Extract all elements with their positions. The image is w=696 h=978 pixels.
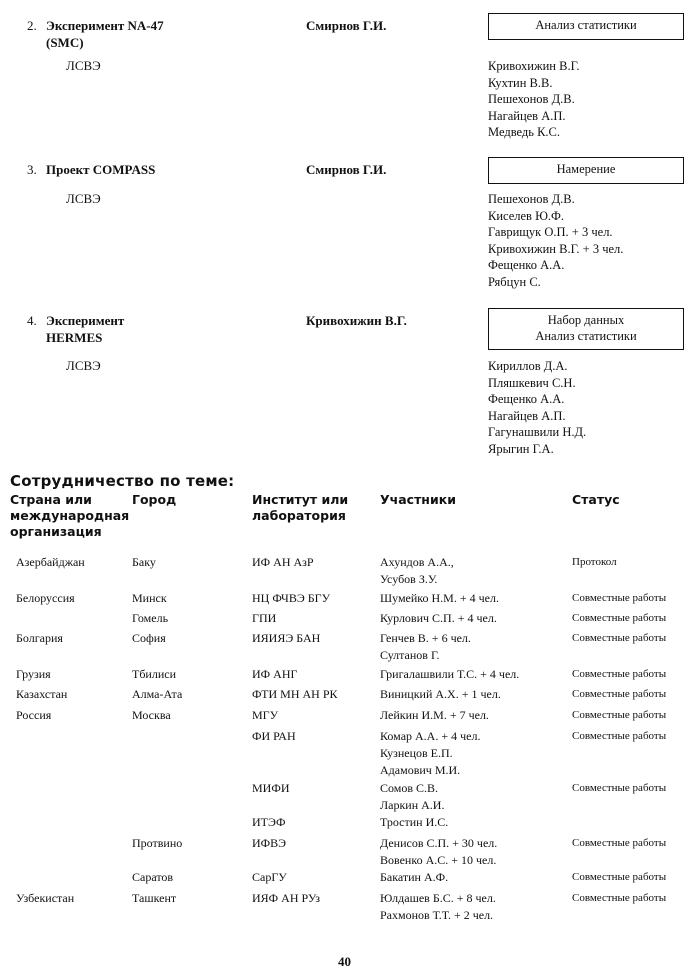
cell-status: Совместные работы <box>572 871 667 883</box>
project-title: HERMES <box>46 330 103 345</box>
header-line: Город <box>132 492 177 507</box>
header-line: лаборатория <box>252 508 346 523</box>
header-country <box>10 492 129 540</box>
participant: Денисов С.П. + 30 чел. <box>380 836 498 850</box>
cell-participants <box>380 666 519 683</box>
page-number: 40 <box>338 954 351 969</box>
status-line: Намерение <box>556 162 616 176</box>
participant: Гаврищук О.П. + 3 чел. <box>488 225 613 239</box>
cell-city: Баку <box>132 555 156 569</box>
cell-institute: МГУ <box>252 708 279 722</box>
status-box <box>488 308 684 350</box>
cell-status: Протокол <box>572 556 617 568</box>
status-line: Анализ статистики <box>535 329 637 343</box>
cell-institute: ИЯИЯЭ БАН <box>252 631 321 645</box>
participant: Кириллов Д.А. <box>488 359 568 373</box>
project-number: 3. <box>27 162 37 177</box>
cell-status: Совместные работы <box>572 688 667 700</box>
status-box <box>488 13 684 40</box>
participant: Нагайцев А.П. <box>488 108 566 123</box>
cell-participants <box>380 890 496 924</box>
header-city <box>132 492 176 508</box>
header-line: Статус <box>572 492 620 507</box>
cell-participants <box>380 869 448 886</box>
project-leader: Кривохижин В.Г. <box>306 313 407 328</box>
project-title: Эксперимент NA-47 <box>46 18 164 33</box>
participant: Ларкин А.И. <box>380 798 445 812</box>
participant: Тростин И.С. <box>380 815 449 829</box>
cell-status: Совместные работы <box>572 892 667 904</box>
header-line: организация <box>10 524 102 539</box>
cell-participants <box>380 610 497 627</box>
cell-country: Азербайджан <box>16 555 85 569</box>
cell-city: Тбилиси <box>132 667 177 681</box>
cell-participants <box>380 707 489 724</box>
participants-list <box>488 358 586 457</box>
participant: Бакатин А.Ф. <box>380 870 449 884</box>
participant: Султанов Г. <box>380 648 440 662</box>
cell-city: Протвино <box>132 836 183 850</box>
participant: Пешехонов Д.В. <box>488 192 575 206</box>
participant: Рахмонов Т.Т. + 2 чел. <box>380 908 494 922</box>
participant: Лейкин И.М. + 7 чел. <box>380 708 489 722</box>
project-title: Эксперимент <box>46 313 125 328</box>
participant: Фещенко А.А. <box>488 392 565 406</box>
project-title: (SMC) <box>46 35 84 50</box>
header-line: Институт или <box>252 492 349 507</box>
cell-institute: СарГУ <box>252 870 287 884</box>
cell-participants <box>380 814 448 831</box>
participant: Пешехонов Д.В. <box>488 92 575 106</box>
cell-participants <box>380 780 444 814</box>
cell-country: Россия <box>16 708 52 722</box>
status-line: Набор данных <box>547 313 625 327</box>
participant: Гагунашвили Н.Д. <box>488 425 587 439</box>
project-lab: ЛСВЭ <box>66 358 101 373</box>
cell-status: Совместные работы <box>572 612 667 624</box>
participant: Кузнецов Е.П. <box>380 746 453 760</box>
participant: Адамович М.И. <box>380 763 461 777</box>
cell-status: Совместные работы <box>572 730 667 742</box>
cell-status: Совместные работы <box>572 782 667 794</box>
participant: Ахундов А.А., <box>380 555 454 569</box>
participant: Вовенко А.С. + 10 чел. <box>380 853 497 867</box>
cell-institute: ГПИ <box>252 611 277 625</box>
participant: Кривохижин В.Г. <box>488 59 580 73</box>
cell-participants <box>380 590 499 607</box>
cell-country: Болгария <box>16 631 63 645</box>
project-number: 2. <box>27 18 37 33</box>
participant: Пляшкевич С.Н. <box>488 375 576 390</box>
participants-list <box>488 191 623 290</box>
cell-country: Узбекистан <box>16 891 75 905</box>
participant: Юлдашев Б.С. + 8 чел. <box>380 891 496 905</box>
cell-status: Совместные работы <box>572 709 667 721</box>
cell-participants <box>380 554 454 588</box>
cell-participants <box>380 630 471 664</box>
cell-status: Совместные работы <box>572 668 667 680</box>
participant: Ярыгин Г.А. <box>488 441 554 456</box>
cell-city: Алма-Ата <box>132 687 183 701</box>
participant: Нагайцев А.П. <box>488 408 566 423</box>
participant: Кухтин В.В. <box>488 75 553 90</box>
cell-institute: МИФИ <box>252 781 290 795</box>
cell-institute: ИФВЭ <box>252 836 287 850</box>
participant: Фещенко А.А. <box>488 258 565 272</box>
cell-city: Гомель <box>132 611 169 625</box>
participant: Рябцун С. <box>488 274 541 289</box>
participant: Комар А.А. + 4 чел. <box>380 729 481 743</box>
header-participants <box>380 492 456 508</box>
cell-institute: ИТЭФ <box>252 815 286 829</box>
participant: Киселев Ю.Ф. <box>488 208 565 223</box>
cell-participants <box>380 835 497 869</box>
cell-country: Казахстан <box>16 687 68 701</box>
participant: Виницкий А.Х. + 1 чел. <box>380 687 501 701</box>
cell-institute: ФТИ МН АН РК <box>252 687 338 701</box>
cell-city: Минск <box>132 591 167 605</box>
participant: Усубов З.У. <box>380 572 438 586</box>
header-line: международная <box>10 508 130 523</box>
participant: Курлович С.П. + 4 чел. <box>380 611 497 625</box>
cell-country: Грузия <box>16 667 51 681</box>
project-lab: ЛСВЭ <box>66 191 101 206</box>
cell-city: Ташкент <box>132 891 177 905</box>
project-number: 4. <box>27 313 37 328</box>
project-title: Проект COMPASS <box>46 162 156 177</box>
project-leader: Смирнов Г.И. <box>306 162 387 177</box>
cell-institute: НЦ ФЧВЭ БГУ <box>252 591 331 605</box>
participant: Кривохижин В.Г. + 3 чел. <box>488 241 624 256</box>
status-line: Анализ статистики <box>535 18 637 32</box>
project-leader: Смирнов Г.И. <box>306 18 387 33</box>
participant: Шумейко Н.М. + 4 чел. <box>380 591 499 605</box>
cell-participants <box>380 686 501 703</box>
cell-institute: ИЯФ АН РУз <box>252 891 321 905</box>
cell-institute: ИФ АН АзР <box>252 555 314 569</box>
header-institute <box>252 492 348 524</box>
cell-status: Совместные работы <box>572 632 667 644</box>
section-title: Сотрудничество по теме: <box>10 472 235 490</box>
status-box <box>488 157 684 184</box>
participant: Григалашвили Т.С. + 4 чел. <box>380 667 520 681</box>
cell-institute: ИФ АНГ <box>252 667 298 681</box>
header-line: Страна или <box>10 492 92 507</box>
cell-city: Москва <box>132 708 171 722</box>
header-line: Участники <box>380 492 456 507</box>
project-lab: ЛСВЭ <box>66 58 101 73</box>
cell-city: София <box>132 631 166 645</box>
cell-status: Совместные работы <box>572 592 667 604</box>
cell-country: Белоруссия <box>16 591 75 605</box>
cell-institute: ФИ РАН <box>252 729 296 743</box>
participant: Генчев В. + 6 чел. <box>380 631 471 645</box>
participants-list <box>488 58 580 141</box>
participant: Медведь К.С. <box>488 125 561 139</box>
cell-status: Совместные работы <box>572 837 667 849</box>
header-status <box>572 492 620 508</box>
cell-city: Саратов <box>132 870 174 884</box>
cell-participants <box>380 728 480 779</box>
participant: Сомов С.В. <box>380 781 439 795</box>
